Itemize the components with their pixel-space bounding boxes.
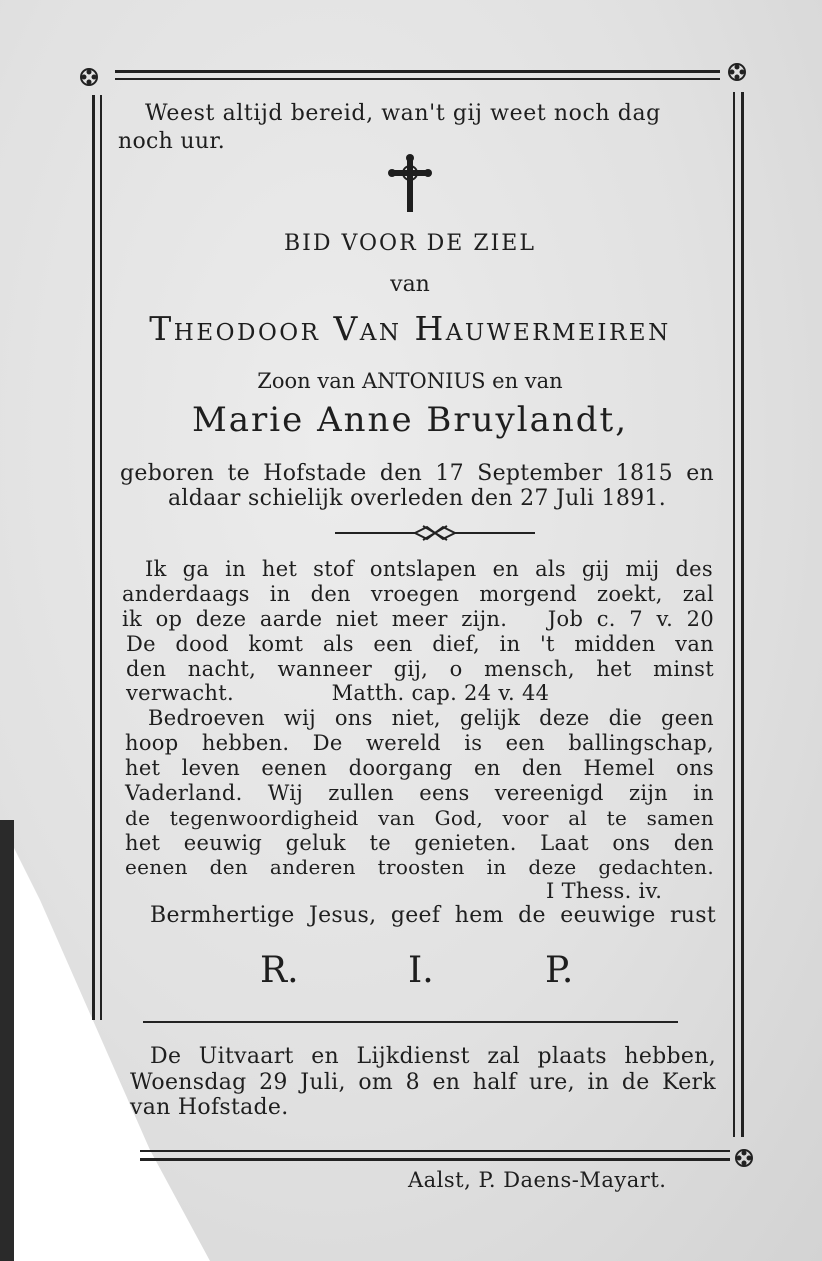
- corner-ornament-icon: [734, 1148, 754, 1168]
- verse-line: verwacht. Matth. cap. 24 v. 44: [126, 681, 550, 705]
- corner-ornament-icon: [727, 62, 747, 82]
- verse-line: ik op deze aarde niet meer zijn. Job c. 7 v. 20: [122, 607, 714, 631]
- right-border-outer: [741, 92, 744, 1137]
- verse-line: Vaderland. Wij zullen eens vereenigd zijn in: [125, 781, 714, 805]
- top-border-inner: [115, 78, 720, 80]
- bottom-border-inner: [140, 1150, 730, 1152]
- mother-name: Marie Anne Bruylandt,: [191, 400, 629, 440]
- verse-line: Ik ga in het stof ontslapen en als gij mij des: [145, 557, 713, 581]
- rip-i: I.: [408, 950, 434, 991]
- deceased-name: Theodoor Van Hauwermeiren: [149, 309, 671, 348]
- verse-line: het leven eenen doorgang en den Hemel ons: [125, 756, 714, 780]
- verse-line: Bedroeven wij ons niet, gelijk deze die geen: [148, 706, 714, 730]
- death-line: aldaar schielijk overleden den 27 Juli 1891.: [167, 486, 667, 511]
- top-border-outer: [115, 70, 720, 73]
- rip-p: P.: [545, 950, 574, 991]
- verse-line: De dood komt als een dief, in 't midden van: [126, 632, 714, 656]
- verse-line: anderdaags in den vroegen morgend zoekt, zal: [122, 582, 714, 606]
- birth-line: geboren te Hofstade den 17 September 1815 en: [120, 461, 714, 486]
- verse-line: hoop hebben. De wereld is een ballingschap,: [125, 731, 714, 755]
- funeral-line: Woensdag 29 Juli, om 8 en half ure, in de Kerk: [130, 1070, 716, 1095]
- final-prayer: Bermhertige Jesus, geef hem de eeuwige rust: [150, 903, 716, 928]
- motto-line-1: Weest altijd bereid, wan't gij weet noch dag: [145, 101, 661, 126]
- thess-reference: I Thess. iv.: [546, 879, 663, 903]
- funeral-divider: [143, 1021, 678, 1023]
- printer-credit: Aalst, P. Daens-Mayart.: [408, 1168, 667, 1192]
- left-border-inner: [100, 95, 102, 1020]
- right-border-inner: [733, 92, 735, 1137]
- verse-line: het eeuwig geluk te genieten. Laat ons den: [125, 831, 714, 855]
- motto-line-2: noch uur.: [118, 129, 226, 154]
- verse-line: den nacht, wanneer gij, o mensch, het minst: [126, 657, 714, 681]
- cross-icon: [388, 154, 432, 214]
- parents-line: Zoon van ANTONIUS en van: [257, 369, 563, 393]
- corner-ornament-icon: [79, 67, 99, 87]
- rip-r: R.: [260, 950, 299, 991]
- funeral-line: De Uitvaart en Lijkdienst zal plaats hebben,: [150, 1044, 716, 1069]
- verse-line: de tegenwoordigheid van God, voor al te samen: [125, 806, 714, 830]
- verse-line: eenen den anderen troosten in deze gedachten.: [125, 855, 714, 879]
- torn-edge-shadow: [0, 820, 14, 1261]
- bottom-border-outer: [140, 1158, 730, 1161]
- funeral-line: van Hofstade.: [130, 1095, 289, 1120]
- left-border-outer: [92, 95, 95, 1020]
- van-label: van: [390, 272, 430, 297]
- separator-flourish-icon: [335, 524, 535, 542]
- prayer-heading: BID VOOR DE ZIEL: [284, 231, 536, 256]
